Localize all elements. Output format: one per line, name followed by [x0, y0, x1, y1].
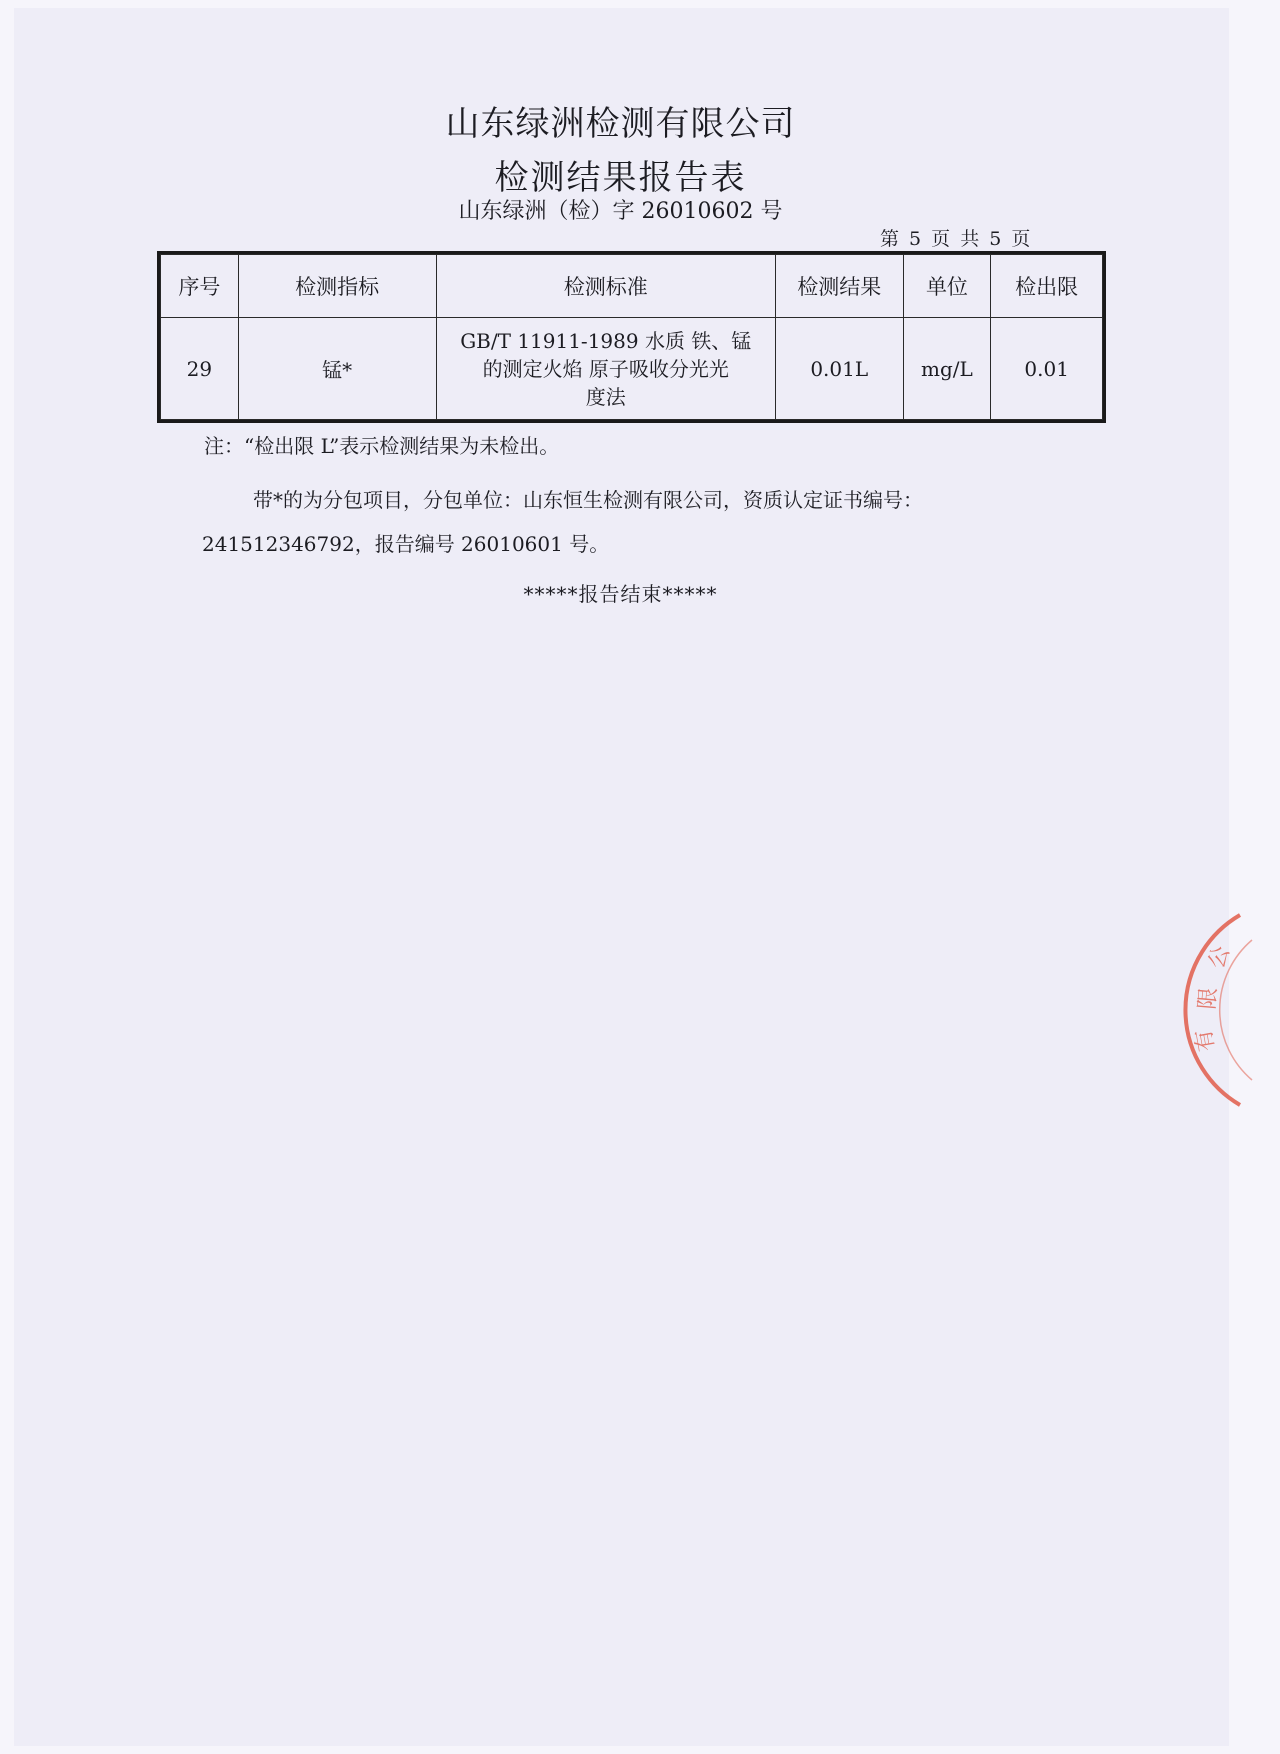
note-subcontract-continued: 241512346792，报告编号 26010601 号。 [202, 532, 610, 556]
header-no: 序号 [161, 255, 239, 318]
header-limit: 检出限 [991, 255, 1103, 318]
document-number: 山东绿洲（检）字 26010602 号 [458, 199, 783, 224]
cell-item: 锰* [238, 318, 436, 420]
header-item: 检测指标 [238, 255, 436, 318]
company-seal-fragment [1191, 910, 1280, 1110]
standard-line: GB/T 11911-1989 水质 铁、锰 [460, 328, 752, 353]
cell-no: 29 [161, 318, 239, 420]
standard-line: 的测定火焰 原子吸收分光光 [482, 356, 729, 381]
svg-text:公: 公 [1204, 942, 1236, 973]
table-row [161, 318, 1103, 420]
header-standard: 检测标准 [436, 255, 775, 318]
table-header-row [161, 255, 1103, 318]
svg-text:有: 有 [1191, 1027, 1220, 1054]
cell-result: 0.01L [775, 318, 903, 420]
cell-standard [436, 318, 775, 420]
standard-line: 度法 [585, 384, 626, 409]
page-info: 第 5 页 共 5 页 [880, 228, 1033, 250]
note-detection-limit: 注：“检出限 L”表示检测结果为未检出。 [204, 434, 560, 458]
header-unit: 单位 [903, 255, 991, 318]
svg-text:限: 限 [1195, 986, 1222, 1011]
report-title: 检测结果报告表 [494, 158, 747, 198]
company-name: 山东绿洲检测有限公司 [445, 104, 796, 144]
cell-limit: 0.01 [991, 318, 1103, 420]
header-result: 检测结果 [775, 255, 903, 318]
report-end-marker: *****报告结束***** [523, 582, 718, 606]
note-subcontract: 带*的为分包项目，分包单位：山东恒生检测有限公司，资质认定证书编号： [253, 488, 923, 512]
cell-unit: mg/L [903, 318, 991, 420]
results-table [157, 251, 1106, 423]
